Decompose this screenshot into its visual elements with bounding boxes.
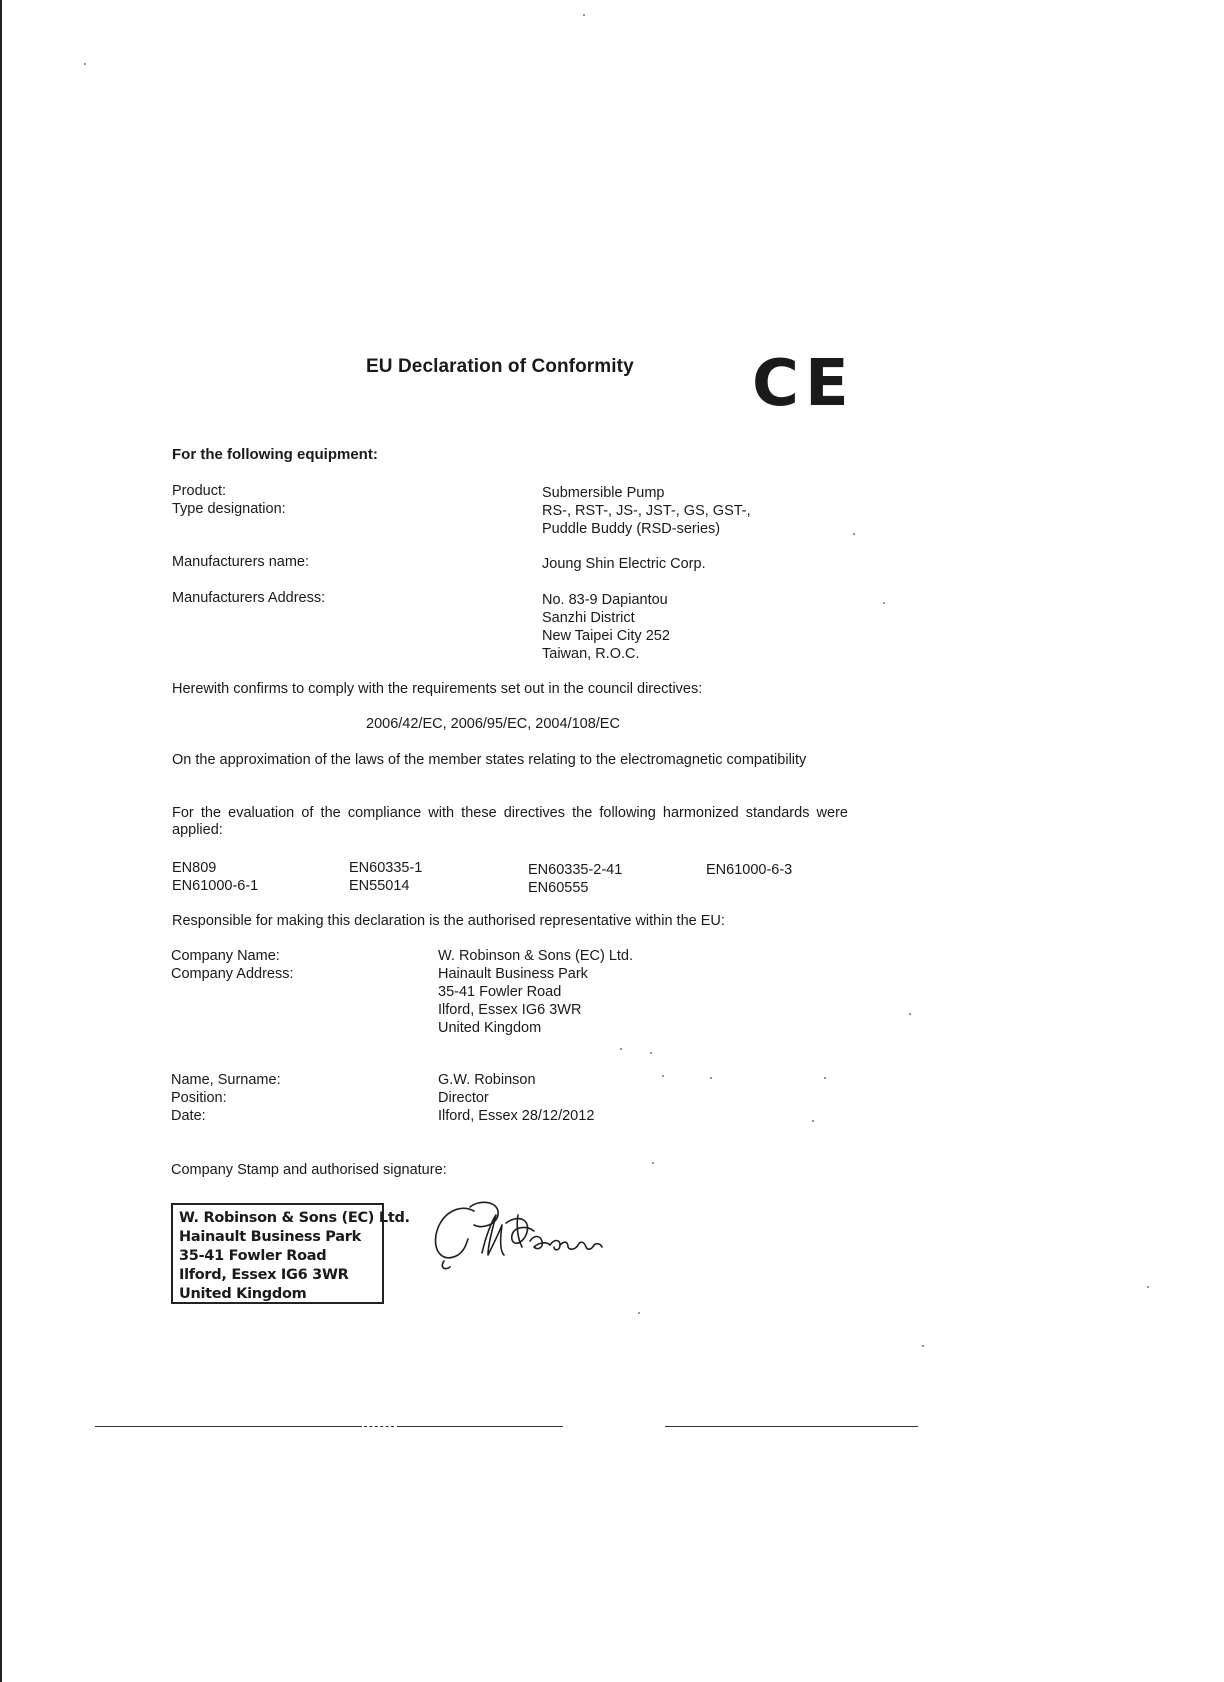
scan-speck (84, 63, 86, 65)
company-labels (171, 947, 294, 983)
scan-speck (1147, 1286, 1149, 1288)
equipment-heading: For the following equipment: (172, 446, 378, 463)
directives-intro: Herewith confirms to comply with the requirements set out in the council directives: (172, 681, 703, 697)
footer-rule (95, 1426, 362, 1427)
date-label: Date: (171, 1108, 206, 1124)
manufacturer-address-label: Manufacturers Address: (172, 590, 326, 606)
directives-list: 2006/42/EC, 2006/95/EC, 2004/108/EC (366, 716, 620, 732)
standard-item: EN55014 (349, 878, 410, 894)
product-value: Submersible Pump (542, 485, 665, 501)
name-surname-label: Name, Surname: (171, 1072, 281, 1088)
position-label: Position: (171, 1090, 227, 1106)
company-address-line: 35-41 Fowler Road (438, 984, 562, 1000)
scan-speck (710, 1077, 712, 1079)
scan-speck (883, 602, 885, 604)
scan-speck (620, 1048, 622, 1050)
company-address-line: Ilford, Essex IG6 3WR (438, 1002, 582, 1018)
scan-speck (853, 533, 855, 535)
scan-speck (650, 1052, 652, 1054)
manufacturer-name-label: Manufacturers name: (172, 554, 310, 570)
stamp-heading: Company Stamp and authorised signature: (171, 1162, 447, 1178)
scan-speck (922, 1345, 924, 1347)
company-values (438, 947, 633, 1037)
signatory-labels (171, 1071, 281, 1125)
company-address-label: Company Address: (171, 966, 294, 982)
scan-edge (0, 0, 2, 1682)
product-labels (172, 482, 286, 518)
standard-item: EN60335-1 (349, 860, 423, 876)
evaluation-paragraph: For the evaluation of the compliance with these directives the following harmonized standards were applied: (172, 805, 848, 838)
company-name-label: Company Name: (171, 948, 280, 964)
ce-mark-icon: CE (752, 347, 855, 421)
scan-speck (824, 1077, 826, 1079)
standards-col-3 (528, 861, 622, 897)
responsible-text: Responsible for making this declaration is the authorised representative within the EU: (172, 913, 725, 929)
address-line: Taiwan, R.O.C. (542, 646, 640, 662)
document-title: EU Declaration of Conformity (366, 356, 634, 377)
scan-speck (638, 1312, 640, 1314)
scan-speck (652, 1162, 654, 1164)
standards-col-4 (706, 861, 792, 879)
signatory-values (438, 1071, 594, 1125)
standard-item: EN60335-2-41 (528, 862, 623, 878)
stamp-line: 35-41 Fowler Road (179, 1248, 327, 1264)
company-stamp (171, 1203, 410, 1304)
date-value: Ilford, Essex 28/12/2012 (438, 1108, 595, 1124)
name-surname-value: G.W. Robinson (438, 1072, 536, 1088)
standard-item: EN61000-6-3 (706, 862, 793, 878)
product-values (542, 484, 751, 538)
type-designation-value: RS-, RST-, JS-, JST-, GS, GST-, (542, 503, 751, 519)
stamp-line: Ilford, Essex IG6 3WR (179, 1267, 349, 1283)
standards-col-1 (172, 859, 258, 895)
standard-item: EN61000-6-1 (172, 878, 259, 894)
manufacturer-address-lines (542, 591, 670, 663)
scan-speck (812, 1120, 814, 1122)
type-designation-value-2: Puddle Buddy (RSD-series) (542, 521, 721, 537)
signature-icon (430, 1195, 630, 1285)
footer-rule (397, 1426, 563, 1427)
address-line: No. 83-9 Dapiantou (542, 592, 668, 608)
stamp-line: W. Robinson & Sons (EC) Ltd. (179, 1210, 410, 1226)
standard-item: EN60555 (528, 880, 589, 896)
address-line: Sanzhi District (542, 610, 635, 626)
address-line: New Taipei City 252 (542, 628, 670, 644)
scan-speck (662, 1075, 664, 1077)
stamp-line: Hainault Business Park (179, 1229, 361, 1245)
stamp-line: United Kingdom (179, 1286, 307, 1302)
position-value: Director (438, 1090, 489, 1106)
standards-col-2 (349, 859, 422, 895)
footer-rule (364, 1426, 394, 1427)
scan-speck (909, 1013, 911, 1015)
standard-item: EN809 (172, 860, 217, 876)
company-address-line: United Kingdom (438, 1020, 542, 1036)
company-name-value: W. Robinson & Sons (EC) Ltd. (438, 948, 634, 964)
approximation-paragraph: On the approximation of the laws of the member states relating to the electromagnetic compatibility (172, 752, 807, 768)
product-label: Product: (172, 483, 226, 499)
scan-speck (583, 14, 585, 16)
manufacturer-name-value: Joung Shin Electric Corp. (542, 556, 706, 572)
company-address-line: Hainault Business Park (438, 966, 588, 982)
footer-rule (665, 1426, 918, 1427)
type-designation-label: Type designation: (172, 501, 286, 517)
